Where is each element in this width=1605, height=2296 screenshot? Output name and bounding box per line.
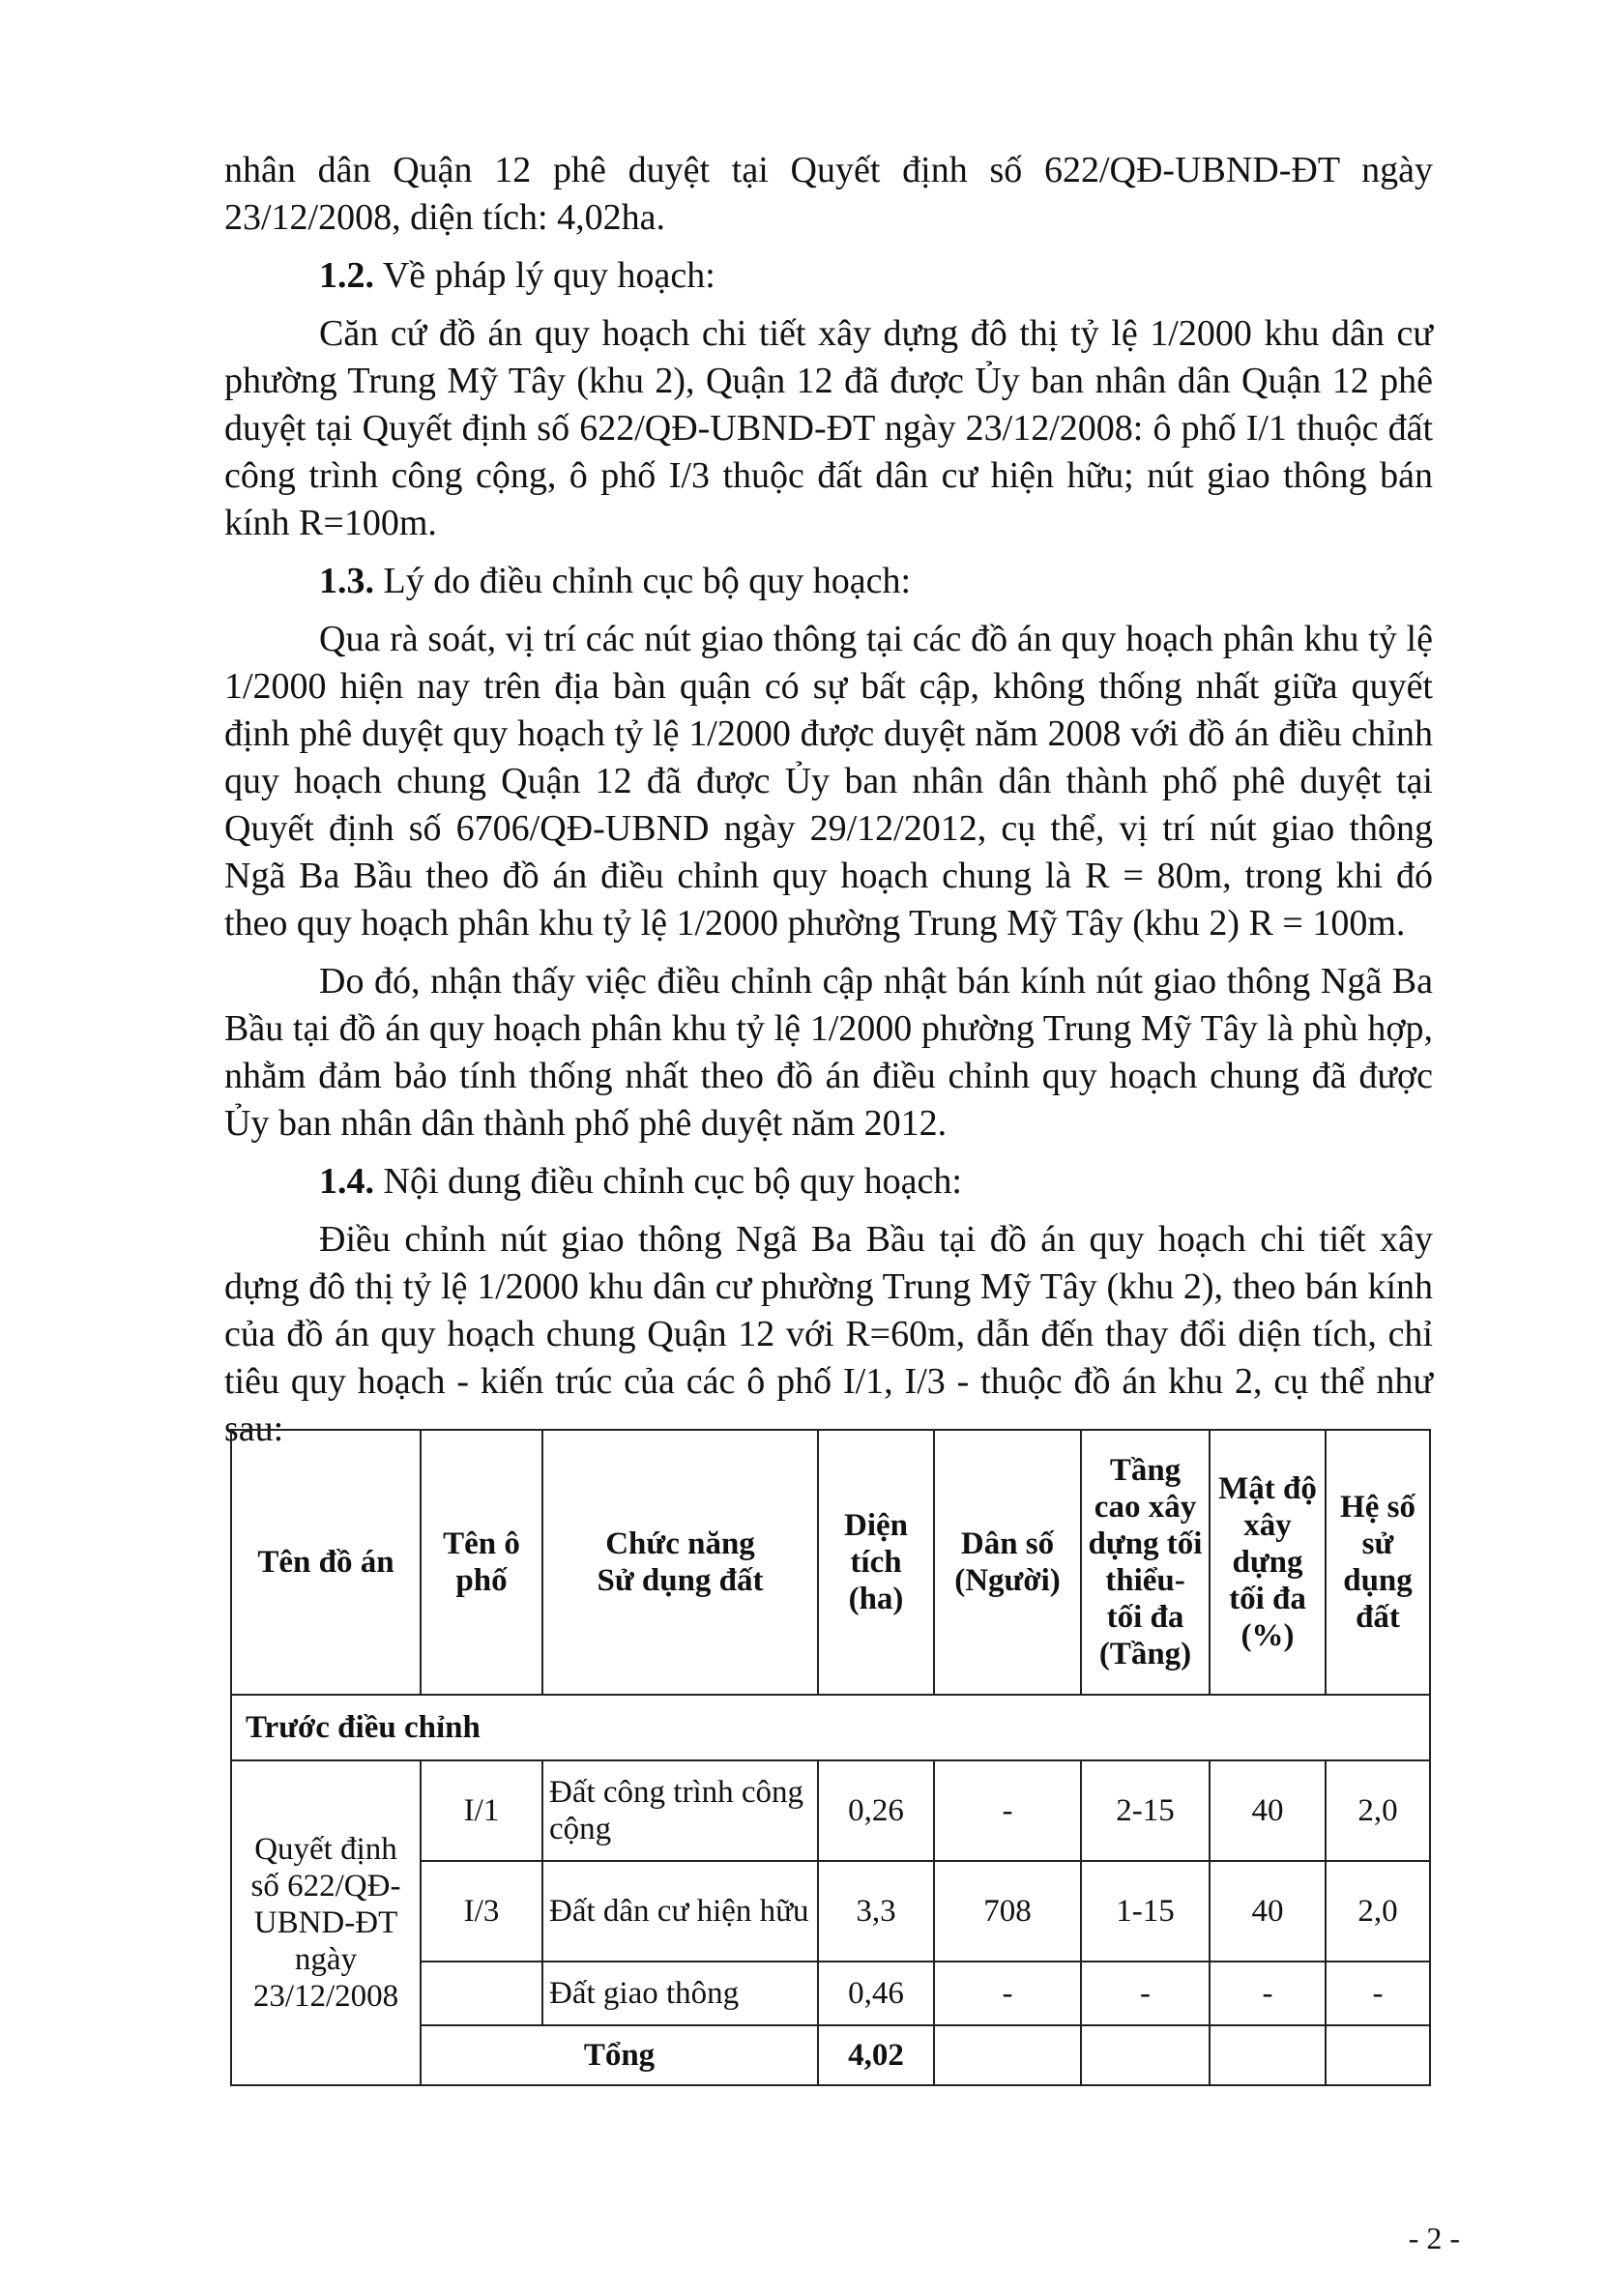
- heading-1-2-text: Về pháp lý quy hoạch:: [374, 255, 715, 296]
- cell-area: 0,46: [818, 1962, 934, 2025]
- table-header-row: [231, 1430, 1430, 1695]
- cell-area: 3,3: [818, 1861, 934, 1962]
- project-name-cell: Quyết định số 622/QĐ-UBND-ĐT ngày 23/12/2008: [231, 1760, 421, 2085]
- cell-density: -: [1210, 1962, 1326, 2025]
- section-row: [231, 1695, 1430, 1760]
- paragraph-content: Điều chỉnh nút giao thông Ngã Ba Bầu tại đồ án quy hoạch chi tiết xây dựng đô thị tỷ lệ 1/2000 khu dân cư phường Trung Mỹ Tây (khu 2), theo bán kính của đồ án quy hoạch chung Quận 12 với R=60m, dẫn đến thay đổi diện tích, chỉ tiêu quy hoạch - kiến trúc của các ô phố I/1, I/3 - thuộc đồ án khu 2, cụ thể như sau:: [224, 1219, 1433, 1449]
- paragraph-intro: nhân dân Quận 12 phê duyệt tại Quyết định số 622/QĐ-UBND-ĐT ngày 23/12/2008, diện tích: 4,02ha.: [224, 150, 1433, 238]
- header-population: Dân số (Người): [934, 1430, 1081, 1695]
- header-block: Tên ô phố: [421, 1430, 542, 1695]
- heading-1-2-number: 1.2.: [319, 255, 374, 296]
- total-empty-cell: [1081, 2025, 1210, 2085]
- cell-density: 40: [1210, 1760, 1326, 1861]
- section-label: Trước điều chỉnh: [231, 1695, 1430, 1760]
- paragraph-legal: Căn cứ đồ án quy hoạch chi tiết xây dựng đô thị tỷ lệ 1/2000 khu dân cư phường Trung Mỹ Tây (khu 2), Quận 12 đã được Ủy ban nhân dân Quận 12 phê duyệt tại Quyết định số 622/QĐ-UBND-ĐT ngày 23/12/2008: ô phố I/1 thuộc đất công trình công cộng, ô phố I/3 thuộc đất dân cư hiện hữu; nút giao thông bán kính R=100m.: [224, 313, 1433, 543]
- header-area: Diện tích (ha): [818, 1430, 934, 1695]
- cell-function: Đất dân cư hiện hữu: [542, 1861, 818, 1962]
- heading-1-3: [224, 558, 1433, 605]
- heading-1-4: [224, 1158, 1433, 1206]
- paragraph-reason: Qua rà soát, vị trí các nút giao thông tại các đồ án quy hoạch phân khu tỷ lệ 1/2000 hiện nay trên địa bàn quận có sự bất cập, không thống nhất giữa quyết định phê duyệt quy hoạch tỷ lệ 1/2000 được duyệt năm 2008 với đồ án điều chỉnh quy hoạch chung Quận 12 đã được Ủy ban nhân dân thành phố phê duyệt tại Quyết định số 6706/QĐ-UBND ngày 29/12/2012, cụ thể, vị trí nút giao thông Ngã Ba Bầu theo đồ án điều chỉnh quy hoạch chung là R = 80m, trong khi đó theo quy hoạch phân khu tỷ lệ 1/2000 phường Trung Mỹ Tây (khu 2) R = 100m.: [224, 619, 1433, 944]
- cell-far: 2,0: [1326, 1760, 1430, 1861]
- paragraph-conclusion: Do đó, nhận thấy việc điều chỉnh cập nhật bán kính nút giao thông Ngã Ba Bầu tại đồ án quy hoạch phân khu tỷ lệ 1/2000 phường Trung Mỹ Tây là phù hợp, nhằm đảm bảo tính thống nhất theo đồ án điều chỉnh quy hoạch chung đã được Ủy ban nhân dân thành phố phê duyệt năm 2012.: [224, 961, 1433, 1144]
- cell-area: 0,26: [818, 1760, 934, 1861]
- cell-population: -: [934, 1962, 1081, 2025]
- cell-function: Đất giao thông: [542, 1962, 818, 2025]
- header-density: Mật độ xây dựng tối đa (%): [1210, 1430, 1326, 1695]
- heading-1-3-number: 1.3.: [319, 561, 374, 601]
- header-function-line1: Chức năng: [605, 1526, 755, 1561]
- cell-floors: 2-15: [1081, 1760, 1210, 1861]
- planning-table: [230, 1429, 1431, 2086]
- cell-floors: -: [1081, 1962, 1210, 2025]
- cell-population: -: [934, 1760, 1081, 1861]
- cell-function: Đất công trình công cộng: [542, 1760, 818, 1861]
- total-label: Tổng: [421, 2025, 818, 2085]
- header-function: [542, 1430, 818, 1695]
- heading-1-2: [224, 252, 1433, 300]
- page-number: - 2 -: [1408, 2221, 1460, 2255]
- heading-1-4-number: 1.4.: [319, 1161, 374, 1202]
- header-function-line2: Sử dụng đất: [597, 1563, 764, 1598]
- total-area: 4,02: [818, 2025, 934, 2085]
- header-floors: Tầng cao xây dựng tối thiểu-tối đa (Tầng): [1081, 1430, 1210, 1695]
- table-row: [231, 1760, 1430, 1861]
- cell-block: I/3: [421, 1861, 542, 1962]
- cell-block: I/1: [421, 1760, 542, 1861]
- total-empty-cell: [1210, 2025, 1326, 2085]
- header-project: Tên đồ án: [231, 1430, 421, 1695]
- header-far: Hệ số sử dụng đất: [1326, 1430, 1430, 1695]
- cell-far: 2,0: [1326, 1861, 1430, 1962]
- total-empty-cell: [934, 2025, 1081, 2085]
- heading-1-4-text: Nội dung điều chỉnh cục bộ quy hoạch:: [374, 1161, 962, 1202]
- cell-floors: 1-15: [1081, 1861, 1210, 1962]
- cell-density: 40: [1210, 1861, 1326, 1962]
- cell-block: [421, 1962, 542, 2025]
- body-text: [224, 147, 1433, 1464]
- heading-1-3-text: Lý do điều chỉnh cục bộ quy hoạch:: [374, 561, 912, 601]
- total-empty-cell: [1326, 2025, 1430, 2085]
- cell-far: -: [1326, 1962, 1430, 2025]
- cell-population: 708: [934, 1861, 1081, 1962]
